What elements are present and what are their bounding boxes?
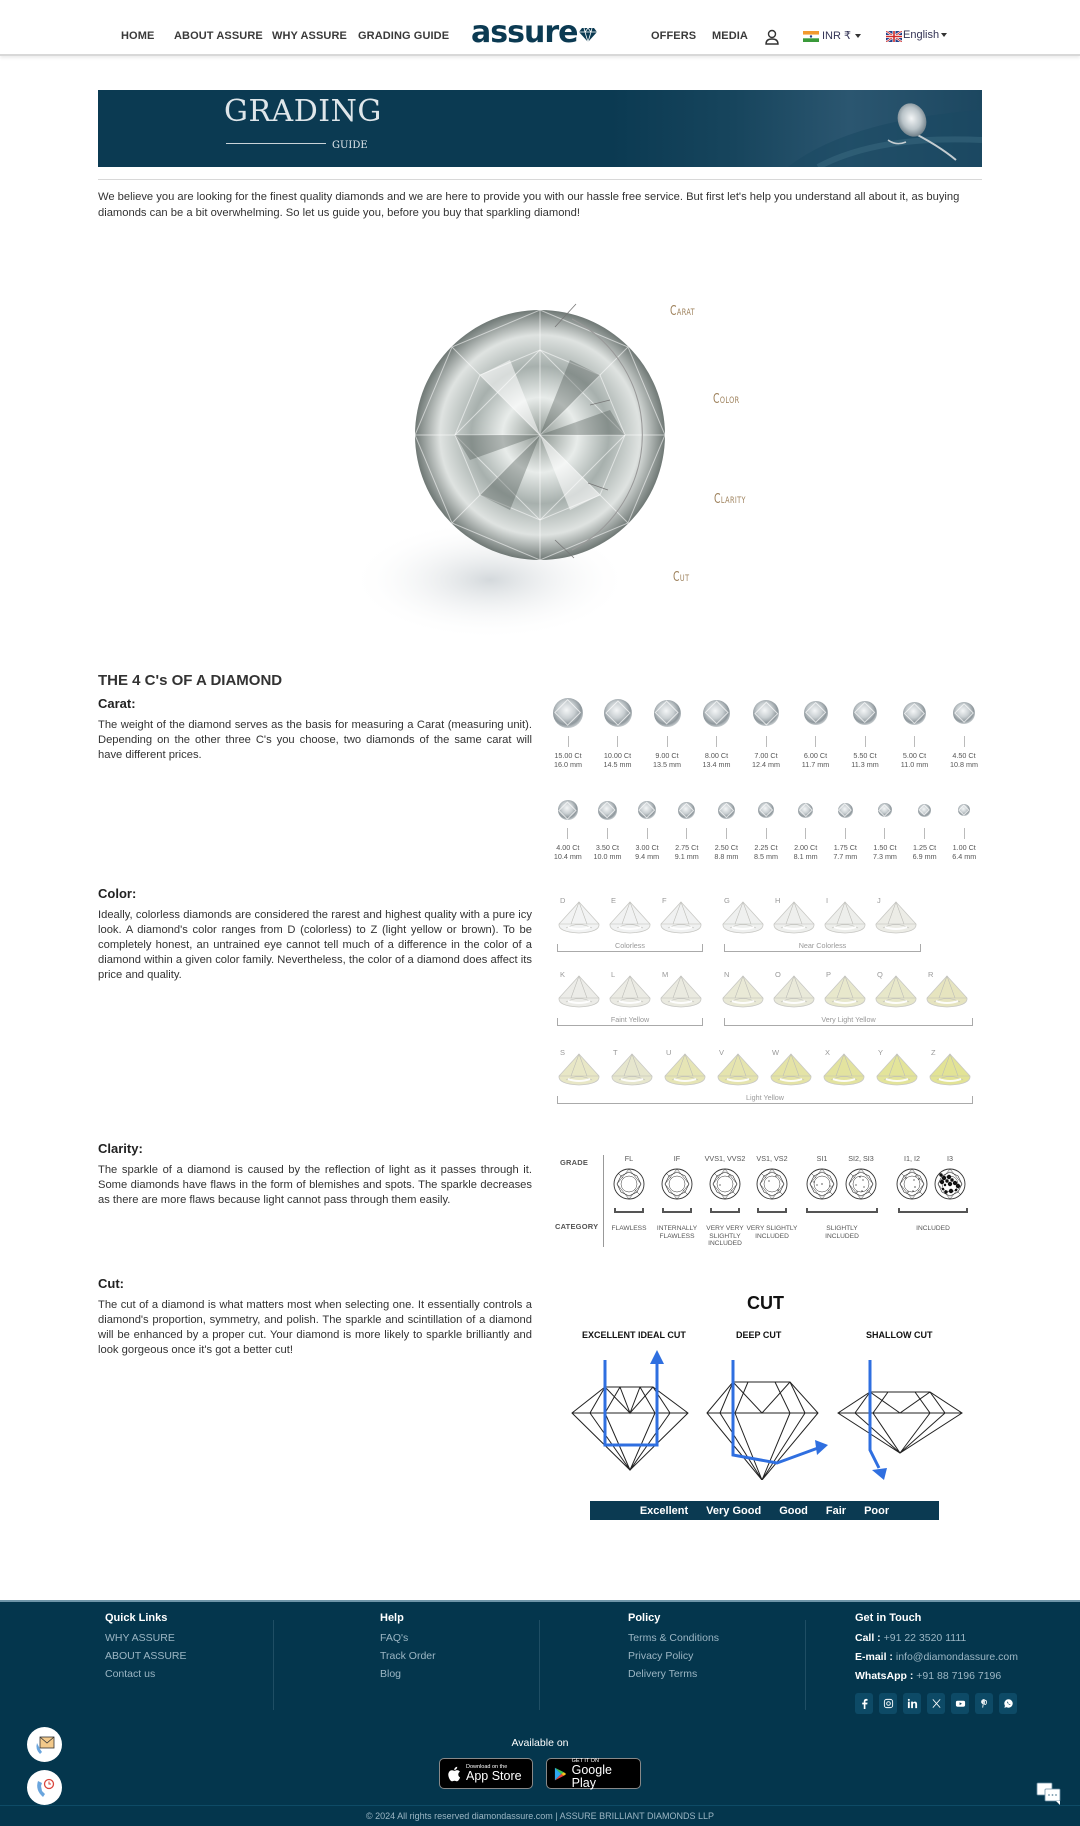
size-tick (884, 828, 885, 839)
footer-call[interactable] (855, 1632, 966, 1644)
size-tick (766, 828, 767, 839)
carat-weight: 5.00 Ct (902, 751, 927, 760)
hero-label-color: Color (713, 392, 740, 407)
clarity-category: SLIGHTLY INCLUDED (825, 1225, 859, 1240)
footer-bottom-divider (0, 1805, 1080, 1806)
clarity-grade: SI1 (816, 1154, 828, 1163)
footer-link-contact-us[interactable]: Contact us (105, 1668, 156, 1680)
google-play-small: GET IT ON (571, 1757, 599, 1764)
hero-label-cut: Cut (673, 570, 690, 585)
color-diamond-icon (822, 900, 868, 936)
clarity-divider (603, 1155, 604, 1247)
carat-size-row-1 (548, 698, 984, 769)
cut-scale-fair: Fair (825, 1504, 847, 1517)
size-tick (766, 736, 767, 747)
color-group-name: Colorless (615, 941, 645, 950)
carat-size-item (895, 698, 935, 769)
section-title: THE 4 C's OF A DIAMOND (98, 672, 283, 689)
clarity-diamond-icon (661, 1168, 693, 1200)
diamond-size-icon (758, 802, 774, 818)
diamond-size-icon (604, 699, 632, 727)
carat-diameter: 7.7 mm (833, 852, 858, 861)
arrow-right-icon (815, 1440, 828, 1455)
size-tick (567, 828, 568, 839)
carat-diameter: 6.9 mm (912, 852, 937, 861)
diamond-size-icon (553, 698, 583, 728)
carat-diameter: 8.5 mm (754, 852, 778, 861)
cut-diagram-title: CUT (747, 1293, 784, 1313)
color-diamond-icon (556, 900, 602, 936)
clarity-description: The sparkle of a diamond is caused by the reflection of light as it passes through it. Some diamonds have flaws in the form of blemishes and spots. The sparkle decreases as there are more flaws because light cannot pass through them easily. (98, 1164, 532, 1206)
color-diamond-icon (874, 1052, 920, 1088)
color-diamond-icon (556, 974, 602, 1010)
diamond-size-icon (718, 802, 735, 819)
carat-weight: 10.00 Ct (603, 751, 632, 760)
carat-weight: 6.00 Ct (803, 751, 828, 760)
intro-text: We believe you are looking for the finest quality diamonds and we are here to provide you with our hassle free service. But first let's help you understand all about it, as buying diamonds can be a bit overwhelming. So let us guide you, before you buy that sparkling diamond! (98, 191, 960, 219)
mail-phone-icon (33, 1733, 57, 1757)
carat-size-item (825, 800, 865, 861)
whatsapp-icon[interactable] (999, 1693, 1017, 1714)
color-grade-letter: Q (877, 970, 883, 979)
color-grade-letter: E (611, 896, 617, 905)
color-grade-letter: G (724, 896, 730, 905)
phone-clock-icon (33, 1776, 57, 1800)
cut-grade-scale (590, 1501, 939, 1520)
copyright-text: © 2024 All rights reserved diamondassure.com | ASSURE BRILLIANT DIAMONDS LLP (366, 1811, 714, 1821)
color-grade-letter: K (560, 970, 566, 979)
clarity-diamond-icon (845, 1168, 877, 1200)
clarity-category: FLAWLESS (611, 1225, 647, 1232)
cut-type-excellent: EXCELLENT IDEAL CUT (582, 1330, 686, 1340)
carat-diameter: 9.1 mm (674, 852, 699, 861)
color-grade-letter: W (772, 1048, 780, 1057)
clarity-grade: FL (624, 1154, 634, 1163)
diamond-logo-icon (578, 27, 598, 43)
carat-size-row-2 (548, 800, 984, 861)
carat-weight: 1.00 Ct (952, 843, 976, 852)
color-diamond-icon (658, 900, 704, 936)
color-grade-letter: H (775, 896, 781, 905)
color-diamond-icon (662, 1052, 708, 1088)
clarity-grade: SI2, SI3 (848, 1154, 874, 1163)
clarity-category-label: CATEGORY (555, 1222, 599, 1231)
carat-weight: 7.00 Ct (754, 751, 778, 760)
color-diamond-icon (720, 900, 766, 936)
diamond-size-icon (953, 702, 975, 724)
clarity-category-bracket (614, 1208, 644, 1213)
diamond-size-icon (878, 803, 892, 817)
carat-size-item (627, 800, 667, 861)
user-account-icon[interactable] (763, 28, 781, 46)
diamond-size-icon (958, 804, 970, 816)
pinterest-icon[interactable] (975, 1693, 993, 1714)
footer-divider (805, 1620, 806, 1710)
size-tick (726, 828, 727, 839)
carat-size-item (697, 698, 737, 769)
google-play-button[interactable] (546, 1758, 641, 1789)
language-selector[interactable] (903, 29, 947, 41)
carat-weight: 4.50 Ct (952, 751, 976, 760)
color-group-name: Light Yellow (746, 1093, 784, 1102)
diamond-size-icon (558, 800, 578, 820)
instagram-icon[interactable] (879, 1693, 897, 1714)
carat-weight: 1.75 Ct (833, 843, 857, 852)
apple-icon (447, 1766, 461, 1782)
nav-home[interactable]: HOME (121, 30, 155, 42)
call-number: +91 22 3520 1111 (883, 1632, 967, 1644)
chevron-down-icon (855, 34, 861, 38)
clarity-diamond-icon (756, 1168, 788, 1200)
color-group-name: Near Colorless (798, 941, 847, 950)
carat-diameter: 14.5 mm (603, 760, 632, 769)
email-address: info@diamondassure.com (895, 1651, 1018, 1663)
color-diamond-icon (607, 974, 653, 1010)
app-store-text (466, 1764, 522, 1783)
color-diamond-icon (927, 1052, 973, 1088)
size-tick (964, 828, 965, 839)
clarity-diamond-icon (806, 1168, 838, 1200)
nav-grading-guide[interactable]: GRADING GUIDE (358, 30, 450, 42)
email-contact-button[interactable] (27, 1727, 62, 1762)
color-grade-letter: V (719, 1048, 725, 1057)
color-grade-letter: D (560, 896, 566, 905)
footer-link-about-assure[interactable]: ABOUT ASSURE (105, 1650, 187, 1662)
carat-weight: 2.00 Ct (794, 843, 818, 852)
carat-diameter: 11.3 mm (851, 760, 879, 769)
color-grade-letter: O (775, 970, 781, 979)
diamond-size-icon (804, 701, 828, 725)
banner-underline (226, 143, 326, 144)
color-grade-letter: T (613, 1048, 618, 1057)
carat-size-item (588, 800, 628, 861)
footer-link-privacy[interactable]: Privacy Policy (628, 1650, 694, 1662)
color-diamond-icon (658, 974, 704, 1010)
cut-light-paths (570, 1350, 970, 1480)
arrow-up-icon (650, 1350, 664, 1364)
color-grade-letter: R (928, 970, 934, 979)
carat-size-item (746, 800, 786, 861)
app-store-big: App Store (466, 1769, 522, 1783)
carat-weight: 1.50 Ct (873, 843, 897, 852)
size-tick (617, 736, 618, 747)
carat-size-item (944, 800, 984, 861)
carat-diameter: 9.4 mm (635, 852, 660, 861)
cut-scale-very-good: Very Good (706, 1504, 762, 1517)
carat-diameter: 13.5 mm (653, 760, 681, 769)
hero-label-carat: Carat (670, 304, 695, 319)
currency-label: INR ₹ (822, 30, 851, 42)
carat-weight: 5.50 Ct (853, 751, 877, 760)
carat-weight: 1.25 Ct (912, 843, 937, 852)
clarity-diamond-icon (896, 1168, 928, 1200)
carat-size-item (707, 800, 747, 861)
carat-diameter: 11.0 mm (900, 760, 929, 769)
diamond-size-icon (654, 700, 681, 727)
footer-divider (273, 1620, 274, 1710)
carat-diameter: 11.7 mm (801, 760, 830, 769)
carat-size-item (845, 698, 885, 769)
color-grade-letter: J (877, 896, 881, 905)
nav-why-assure[interactable]: WHY ASSURE (272, 30, 347, 42)
chat-icon[interactable] (1036, 1782, 1062, 1806)
carat-diameter: 6.4 mm (952, 852, 977, 861)
cut-scale-good: Good (779, 1504, 808, 1517)
four-cs-hero-image (340, 290, 760, 650)
carat-diameter: 7.3 mm (872, 852, 897, 861)
banner-title: GRADING (224, 94, 382, 129)
color-grade-letter: I (826, 896, 829, 905)
google-play-text (572, 1758, 633, 1790)
site-header (0, 0, 1080, 56)
call-label: Call : (855, 1632, 881, 1644)
india-flag-icon (803, 31, 819, 42)
whatsapp-number: +91 88 7196 7196 (916, 1670, 1002, 1682)
color-grade-letter: M (662, 970, 669, 979)
carat-size-item (667, 800, 707, 861)
carat-heading: Carat: (98, 696, 136, 711)
nav-about-assure[interactable]: ABOUT ASSURE (174, 30, 263, 42)
clarity-grade: VS1, VS2 (756, 1154, 788, 1163)
chevron-down-icon (941, 33, 947, 37)
diamond-size-icon (903, 702, 926, 725)
diamond-size-icon (853, 701, 877, 725)
color-diamond-icon (609, 1052, 655, 1088)
color-diamond-icon (768, 1052, 814, 1088)
google-play-icon (554, 1766, 567, 1782)
color-heading: Color: (98, 886, 137, 901)
color-grade-letter: Y (878, 1048, 884, 1057)
footer-help-title: Help (380, 1612, 404, 1624)
clarity-grade: I1, I2 (904, 1154, 920, 1163)
app-store-small: Download on the (466, 1764, 508, 1770)
youtube-icon[interactable] (951, 1693, 969, 1714)
cut-description: The cut of a diamond is what matters most when selecting one. It essentially controls a diamond's proportion, symmetry, and polish. The sparkle and scintillation of a diamond will be enhanced by a proper cut. Your diamond is more likely to sparkle brilliantly and look gorgeous once it's got a better cut! (98, 1299, 532, 1356)
diamond-size-icon (638, 801, 656, 819)
diamond-size-icon (918, 804, 931, 817)
carat-size-item (647, 698, 687, 769)
carat-size-item (944, 698, 984, 769)
logo-text: assure (471, 15, 578, 50)
footer-contact-title: Get in Touch (855, 1612, 922, 1624)
banner-subtitle: GUIDE (332, 140, 368, 151)
x-icon[interactable] (927, 1693, 945, 1714)
carat-size-item (796, 698, 836, 769)
size-tick (568, 736, 569, 747)
clarity-category: INTERNALLY FLAWLESS (656, 1225, 698, 1240)
color-grade-letter: Z (931, 1048, 936, 1057)
carat-size-item (786, 800, 826, 861)
diamond-size-icon (798, 803, 813, 818)
clarity-diamond-icon (934, 1168, 966, 1200)
carat-size-item (905, 800, 945, 861)
color-diamond-icon (822, 974, 868, 1010)
carat-size-item (548, 800, 588, 861)
size-tick (716, 736, 717, 747)
carat-diameter: 10.8 mm (950, 760, 978, 769)
diamond-size-icon (598, 801, 617, 820)
carat-diameter: 13.4 mm (702, 760, 731, 769)
color-diamond-icon (607, 900, 653, 936)
color-grade-letter: P (826, 970, 832, 979)
footer-link-blog[interactable]: Blog (380, 1668, 402, 1680)
clarity-grade: IF (673, 1154, 681, 1163)
color-grade-letter: U (666, 1048, 672, 1057)
clarity-category: VERY SLIGHTLY INCLUDED (746, 1225, 798, 1240)
footer-policy-title: Policy (628, 1612, 661, 1624)
clarity-grade: I3 (947, 1154, 953, 1163)
footer-link-faqs[interactable]: FAQ's (380, 1632, 409, 1644)
size-tick (647, 828, 648, 839)
color-grade-letter: X (825, 1048, 831, 1057)
diamond-size-icon (703, 700, 730, 727)
size-tick (667, 736, 668, 747)
hero-label-clarity: Clarity (714, 492, 746, 507)
cut-scale-poor: Poor (864, 1504, 890, 1517)
diamond-size-icon (838, 803, 853, 818)
carat-size-item (865, 800, 905, 861)
carat-diameter: 8.1 mm (793, 852, 818, 861)
carat-weight: 2.50 Ct (714, 843, 738, 852)
carat-weight: 15.00 Ct (554, 751, 582, 760)
email-label: E-mail : (855, 1651, 893, 1663)
cut-type-deep: DEEP CUT (736, 1330, 782, 1340)
clarity-category-bracket (806, 1208, 878, 1213)
carat-size-item (746, 698, 786, 769)
carat-diameter: 8.8 mm (714, 852, 739, 861)
footer-link-why-assure[interactable]: WHY ASSURE (105, 1632, 175, 1644)
excellent-cut-diamond (572, 1387, 688, 1470)
available-on-label: Available on (511, 1737, 569, 1749)
size-tick (805, 828, 806, 839)
clarity-category-bracket (757, 1208, 787, 1213)
carat-weight: 3.50 Ct (595, 843, 620, 852)
footer-link-track-order[interactable]: Track Order (380, 1650, 436, 1662)
footer-email[interactable] (855, 1651, 1018, 1663)
carat-weight: 3.00 Ct (635, 843, 659, 852)
color-grade-letter: S (560, 1048, 566, 1057)
clarity-category-bracket (898, 1208, 968, 1213)
color-diamond-icon (715, 1052, 761, 1088)
round-diamond-illustration (340, 290, 760, 650)
size-tick (964, 736, 965, 747)
color-diamond-icon (924, 974, 970, 1010)
size-tick (845, 828, 846, 839)
carat-weight: 9.00 Ct (655, 751, 679, 760)
footer-divider (539, 1620, 540, 1710)
diamond-size-icon (753, 700, 779, 726)
footer-link-delivery-terms[interactable]: Delivery Terms (628, 1668, 698, 1680)
size-tick (815, 736, 816, 747)
google-play-big: Google Play (571, 1762, 612, 1790)
carat-weight: 8.00 Ct (704, 751, 729, 760)
size-tick (924, 828, 925, 839)
color-group-name: Very Light Yellow (821, 1015, 876, 1024)
clarity-category-bracket (662, 1208, 692, 1213)
carat-diameter: 12.4 mm (752, 760, 780, 769)
color-group-name: Faint Yellow (610, 1015, 650, 1024)
carat-diameter: 16.0 mm (554, 760, 582, 769)
carat-description: The weight of the diamond serves as the basis for measuring a Carat (measuring unit). Depending on the other three C's you choose, two diamonds of the same carat will have different prices. (98, 719, 532, 761)
nav-media[interactable]: MEDIA (712, 30, 748, 42)
carat-weight: 2.75 Ct (675, 843, 699, 852)
footer-whatsapp[interactable] (855, 1670, 1001, 1682)
carat-weight: 4.00 Ct (556, 843, 580, 852)
color-grade-letter: L (611, 970, 616, 979)
nav-offers[interactable]: OFFERS (651, 30, 697, 42)
color-diamond-icon (771, 900, 817, 936)
carat-size-item (548, 698, 588, 769)
facebook-icon[interactable] (855, 1693, 873, 1714)
assure-logo[interactable] (471, 17, 598, 49)
linkedin-icon[interactable] (903, 1693, 921, 1714)
call-back-button[interactable] (27, 1770, 62, 1805)
color-description: Ideally, colorless diamonds are considered the rarest and highest quality with a pure icy look. A diamond's color ranges from D (colorless) to Z (light yellow or brown). To be completely honest, an untrained eye cannot tell much of a difference in the color of a diamond within a given color family. Nevertheless, the color of a diamond does affect its price and quality. (98, 909, 532, 981)
clarity-heading: Clarity: (98, 1141, 143, 1156)
app-store-button[interactable] (439, 1758, 533, 1789)
clarity-diamond-icon (613, 1168, 645, 1200)
color-diamond-icon (556, 1052, 602, 1088)
clarity-category: INCLUDED (916, 1225, 950, 1232)
size-tick (914, 736, 915, 747)
diamond-size-icon (678, 802, 695, 819)
size-tick (607, 828, 608, 839)
language-label: English (903, 29, 940, 41)
color-diamond-icon (873, 900, 919, 936)
arrow-down-icon (872, 1468, 887, 1480)
carat-weight: 2.25 Ct (754, 843, 778, 852)
clarity-grade: VVS1, VVS2 (704, 1154, 746, 1163)
color-diamond-icon (771, 974, 817, 1010)
size-tick (686, 828, 687, 839)
carat-diameter: 10.0 mm (593, 852, 622, 861)
cut-heading: Cut: (98, 1276, 124, 1291)
shallow-light-path (870, 1360, 879, 1468)
clarity-category-bracket (710, 1208, 740, 1213)
uk-flag-icon (886, 31, 902, 42)
footer-link-terms[interactable]: Terms & Conditions (628, 1632, 720, 1644)
clarity-grade-label: GRADE (560, 1158, 589, 1167)
divider (98, 179, 982, 180)
grading-guide-banner (98, 90, 982, 167)
carat-size-item (598, 698, 638, 769)
carat-diameter: 10.4 mm (553, 852, 582, 861)
footer-quick-links-title: Quick Links (105, 1612, 168, 1624)
deep-cut-diamond (707, 1382, 818, 1480)
diamond-ring-image (788, 90, 982, 167)
size-tick (865, 736, 866, 747)
cut-type-shallow: SHALLOW CUT (866, 1330, 933, 1340)
color-diamond-icon (873, 974, 919, 1010)
color-grade-letter: F (662, 896, 667, 905)
shallow-cut-diamond (838, 1392, 962, 1453)
color-diamond-icon (720, 974, 766, 1010)
color-diamond-icon (821, 1052, 867, 1088)
color-grade-letter: N (724, 970, 730, 979)
clarity-category: VERY VERY SLIGHTLY INCLUDED (706, 1225, 744, 1247)
clarity-diamond-icon (709, 1168, 741, 1200)
cut-scale-excellent: Excellent (639, 1504, 689, 1517)
whatsapp-label: WhatsApp : (855, 1670, 914, 1682)
currency-selector[interactable] (822, 29, 861, 42)
